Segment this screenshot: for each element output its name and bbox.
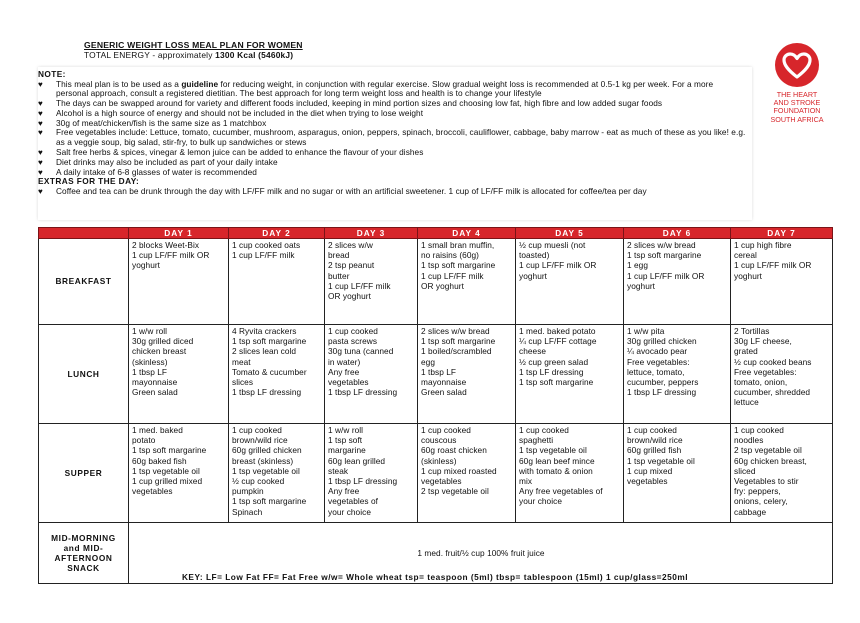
meal-item: 1 tsp LF dressing — [519, 366, 584, 377]
meal-item: vegetables of — [328, 496, 379, 507]
heart-bullet-icon: ♥ — [38, 79, 43, 89]
meal-item: 1 cup mixed roasted — [421, 465, 497, 476]
meal-item: mayonnaise — [132, 377, 178, 388]
meal-item: mix — [519, 476, 533, 487]
heart-bullet-icon: ♥ — [38, 108, 43, 118]
meal-item: yoghurt — [519, 270, 548, 281]
meal-item: cucumber, peppers — [627, 377, 699, 388]
meal-item: 1 cup LF/FF milk OR — [734, 260, 812, 271]
meal-item: 1 cup LF/FF milk OR — [627, 270, 705, 281]
meal-item: 1 w/w roll — [328, 425, 364, 435]
meal-item: tomato, onion, — [734, 377, 788, 388]
meal-item: yoghurt — [627, 280, 656, 291]
meal-item: 1 tbsp LF dressing — [328, 387, 398, 398]
meal-item: Any free — [328, 366, 360, 377]
meal-cell — [129, 325, 229, 424]
extras-list — [38, 187, 746, 197]
meal-item: 1 cup cooked — [232, 425, 282, 435]
meal-item: Any free — [328, 486, 360, 497]
meal-item: cheese — [519, 346, 547, 357]
meal-item: toasted) — [519, 250, 550, 261]
row-label: MID-MORNING and MID- AFTERNOON SNACK — [39, 523, 129, 584]
meal-item: Any free vegetables of — [519, 486, 603, 497]
meal-item: 2 tsp peanut — [328, 260, 375, 271]
meal-item: sliced — [734, 465, 756, 476]
meal-item: 2 tsp vegetable oil — [421, 486, 489, 497]
meal-cell — [129, 239, 229, 325]
meal-item: 30g grilled diced — [132, 336, 194, 347]
meal-item: onions, celery, — [734, 496, 788, 507]
meal-item: ¼ cup LF/FF cottage — [519, 336, 597, 347]
meal-item: bread — [328, 250, 350, 261]
meal-item: ½ cup cooked beans — [734, 356, 812, 367]
title-block — [84, 40, 303, 61]
heart-bullet-icon: ♥ — [38, 128, 43, 138]
meal-item: vegetables — [627, 476, 668, 487]
meal-item: ½ cup green salad — [519, 356, 589, 367]
meal-item: 1 tbsp LF — [132, 366, 168, 377]
meal-item: cabbage — [734, 506, 767, 517]
meal-cell — [229, 325, 325, 424]
heart-bullet-icon: ♥ — [38, 157, 43, 167]
meal-item: 1 tsp vegetable oil — [627, 455, 695, 466]
note-item: ♥ A daily intake of 6-8 glasses of water is recommended — [38, 166, 257, 177]
meal-item: 1 cup mixed — [627, 465, 673, 476]
meal-item: no raisins (60g) — [421, 250, 479, 261]
extra-item: ♥ Coffee and tea can be drunk through the day with LF/FF milk and no sugar or with an artificial sweetener. 1 cup of LF/FF milk is allocated for coffee/tea per day — [38, 185, 647, 196]
meal-item: 1 cup cooked — [328, 326, 378, 336]
meal-item: mayonnaise — [421, 377, 467, 388]
page-title: GENERIC WEIGHT LOSS MEAL PLAN FOR WOMEN — [84, 40, 303, 50]
meal-cell — [418, 424, 516, 523]
meal-item: meat — [232, 356, 251, 367]
note-item: ♥ Salt free herbs & spices, vinegar & lemon juice can be added to enhance the flavour of your dishes — [38, 147, 424, 158]
meal-item: with tomato & onion — [519, 465, 593, 476]
meal-item: grated — [734, 346, 758, 357]
meal-item: 60g lean beef mince — [519, 455, 595, 466]
meal-cell — [731, 424, 833, 523]
meal-item: 1 tbsp LF dressing — [328, 476, 398, 487]
meal-item: Free vegetables: — [734, 366, 797, 377]
meal-item: 2 slices w/w bread — [421, 326, 490, 336]
heart-bullet-icon: ♥ — [38, 99, 43, 109]
heart-bullet-icon: ♥ — [38, 118, 43, 128]
meal-item: 1 tbsp LF dressing — [627, 387, 697, 398]
meal-cell — [731, 239, 833, 325]
meal-plan-table — [38, 227, 833, 584]
corner-cell — [39, 228, 129, 239]
meal-item: steak — [328, 465, 349, 476]
meal-item: 1 cup high fibre — [734, 240, 792, 250]
meal-item: (skinless) — [421, 455, 457, 466]
meal-item: butter — [328, 270, 350, 281]
energy-prefix: TOTAL ENERGY - approximately — [84, 50, 216, 60]
heart-bullet-icon: ♥ — [38, 148, 43, 158]
meal-item: 1 tsp soft margarine — [232, 496, 307, 507]
meal-item: 1 tsp vegetable oil — [132, 465, 200, 476]
meal-item: 1 cup cooked — [627, 425, 677, 435]
extras-heading: EXTRAS FOR THE DAY: — [38, 176, 140, 187]
logo-line-2: AND STROKE — [773, 98, 821, 108]
meal-item: lettuce, tomato, — [627, 366, 685, 377]
meal-item: your choice — [328, 506, 371, 517]
meal-item: ½ cup muesli (not — [519, 240, 586, 250]
notes-box — [38, 67, 752, 220]
day-header: DAY 6 — [624, 228, 731, 239]
meal-row — [39, 325, 833, 424]
note-item: ♥ This meal plan is to be used as a guideline for reducing weight, in conjunction with regular exercise. Slow gradual weight loss is recommended at 0.5-1 kg per week. For a more personal approach, consult a registered dietitian. The best approach for long term weight loss and health is to change your lifestyle — [38, 78, 714, 99]
meal-item: Vegetables to stir — [734, 476, 799, 487]
meal-item: 60g baked fish — [132, 455, 187, 466]
row-label: LUNCH — [39, 325, 129, 424]
meal-item: 30g grilled chicken — [627, 336, 697, 347]
meal-item: spaghetti — [519, 435, 554, 446]
meal-item: 1 cup LF/FF milk — [421, 270, 484, 281]
day-header: DAY 3 — [325, 228, 418, 239]
snack-cell: 1 med. fruit/½ cup 100% fruit juice — [129, 523, 833, 584]
meal-item: 1 cup LF/FF milk — [232, 250, 295, 261]
note-item: ♥ 30g of meat/chicken/fish is the same size as 1 matchbox — [38, 117, 267, 128]
meal-item: 1 tsp soft margarine — [232, 336, 307, 347]
notes-list — [38, 80, 746, 178]
row-label: BREAKFAST — [39, 239, 129, 325]
meal-item: 30g LF cheese, — [734, 336, 792, 347]
day-header: DAY 4 — [418, 228, 516, 239]
row-label: SUPPER — [39, 424, 129, 523]
meal-item: 1 cup cooked — [421, 425, 471, 435]
day-header-row — [39, 228, 833, 239]
meal-item: 1 w/w pita — [627, 326, 665, 336]
meal-cell — [624, 239, 731, 325]
meal-item: Tomato & cucumber — [232, 366, 307, 377]
key-legend: KEY: LF= Low Fat FF= Fat Free w/w= Whole wheat tsp= teaspoon (5ml) tbsp= tablespoon (15ml) 1 cup/glass=250ml — [181, 572, 689, 582]
meal-item: 2 slices lean cold — [232, 346, 297, 357]
meal-item: 2 blocks Weet-Bix — [132, 240, 200, 250]
meal-cell — [624, 424, 731, 523]
meal-item: 60g grilled chicken — [232, 445, 302, 456]
meal-item: pasta screws — [328, 336, 378, 347]
meal-item: 1 tbsp LF — [421, 366, 457, 377]
meal-item: pumpkin — [232, 486, 264, 497]
meal-item: 1 w/w roll — [132, 326, 168, 336]
meal-item: 30g tuna (canned — [328, 346, 394, 357]
meal-item: 1 med. baked potato — [519, 326, 596, 336]
meal-cell — [325, 325, 418, 424]
meal-cell — [325, 239, 418, 325]
day-header: DAY 2 — [229, 228, 325, 239]
meal-item: OR yoghurt — [328, 291, 371, 302]
note-item: ♥ Diet drinks may also be included as part of your daily intake — [38, 156, 278, 167]
meal-item: 2 tsp vegetable oil — [734, 445, 802, 456]
meal-cell — [418, 325, 516, 424]
logo-line-4: SOUTH AFRICA — [770, 114, 824, 124]
meal-item: couscous — [421, 435, 457, 446]
meal-item: 2 slices w/w — [328, 240, 373, 250]
meal-cell — [516, 325, 624, 424]
meal-item: slices — [232, 377, 254, 388]
meal-item: Green salad — [132, 387, 178, 398]
meal-item: 1 tsp soft margarine — [421, 336, 496, 347]
meal-item: 1 tsp soft margarine — [421, 260, 496, 271]
meal-item: potato — [132, 435, 156, 446]
meal-item: 1 tsp vegetable oil — [519, 445, 587, 456]
meal-item: 1 cup cooked — [734, 425, 784, 435]
meal-item: 1 tbsp LF dressing — [232, 387, 302, 398]
energy-value: 1300 Kcal (5460kJ) — [215, 50, 294, 60]
meal-item: 1 tsp soft margarine — [132, 445, 207, 456]
meal-item: cereal — [734, 250, 757, 261]
meal-cell — [624, 325, 731, 424]
meal-cell — [229, 424, 325, 523]
energy-line — [84, 50, 303, 61]
meal-cell — [229, 239, 325, 325]
meal-item: 1 tsp soft margarine — [519, 377, 594, 388]
meal-item: 1 tsp vegetable oil — [232, 465, 300, 476]
meal-item: your choice — [519, 496, 562, 507]
meal-item: 1 cup grilled mixed — [132, 476, 203, 487]
meal-item: ½ cup cooked — [232, 476, 285, 487]
meal-cell — [418, 239, 516, 325]
meal-item: 60g grilled fish — [627, 445, 682, 456]
logo-text — [762, 91, 832, 124]
meal-cell — [325, 424, 418, 523]
meal-item: cucumber, shredded — [734, 387, 811, 398]
meal-item: egg — [421, 356, 435, 367]
meal-item: 1 cup LF/FF milk — [328, 280, 391, 291]
meal-item: margarine — [328, 445, 366, 456]
note-item: ♥ The days can be swapped around for variety and different foods included, keeping in mind portion sizes and choosing low fat, high fibre and low added sugar foods — [38, 98, 663, 109]
meal-item: 1 tsp soft margarine — [627, 250, 702, 261]
foundation-logo — [762, 43, 832, 124]
meal-item: yoghurt — [132, 260, 161, 271]
note-item: ♥ Free vegetables include: Lettuce, tomato, cucumber, mushroom, asparagus, onion, peppers, spinach, broccoli, cauliflower, cabbage, baby marrow - eat as much of these as you like! e.g. as a veggie soup, big salad, stir-fry, to bulk up sandwiches or stews — [38, 127, 746, 148]
meal-item: 1 cup LF/FF milk OR — [132, 250, 210, 261]
logo-line-3: FOUNDATION — [773, 106, 821, 116]
meal-item: 1 egg — [627, 260, 649, 271]
meal-item: lettuce — [734, 397, 759, 408]
meal-item: yoghurt — [734, 270, 763, 281]
logo-line-1: THE HEART — [776, 90, 818, 99]
note-item: ♥ Alcohol is a high source of energy and should not be included in the diet when trying to lose weight — [38, 107, 424, 118]
meal-item: brown/wild rice — [232, 435, 288, 446]
meal-item: brown/wild rice — [627, 435, 683, 446]
meal-item: 2 slices w/w bread — [627, 240, 696, 250]
meal-item: breast (skinless) — [232, 455, 294, 466]
meal-item: vegetables — [132, 486, 173, 497]
meal-cell — [516, 424, 624, 523]
meal-item: fry: peppers, — [734, 486, 781, 497]
meal-item: 60g lean grilled — [328, 455, 386, 466]
meal-item: 60g chicken breast, — [734, 455, 807, 466]
day-header: DAY 7 — [731, 228, 833, 239]
meal-cell — [731, 325, 833, 424]
meal-item: 1 tsp soft — [328, 435, 363, 446]
heart-bullet-icon: ♥ — [38, 186, 43, 196]
heart-bullet-icon: ♥ — [38, 167, 43, 177]
meal-cell — [516, 239, 624, 325]
meal-item: 1 small bran muffin, — [421, 240, 495, 250]
meal-item: 1 cup LF/FF milk OR — [519, 260, 597, 271]
meal-item: noodles — [734, 435, 764, 446]
meal-item: 2 Tortillas — [734, 326, 770, 336]
meal-item: 60g roast chicken — [421, 445, 487, 456]
meal-item: 1 cup cooked oats — [232, 240, 301, 250]
meal-item: vegetables — [421, 476, 462, 487]
meal-row — [39, 239, 833, 325]
meal-item: ¼ avocado pear — [627, 346, 688, 357]
meal-item: 1 med. baked — [132, 425, 183, 435]
meal-item: chicken breast — [132, 346, 187, 357]
heart-logo-icon — [775, 43, 819, 87]
meal-item: 4 Ryvita crackers — [232, 326, 297, 336]
day-header: DAY 1 — [129, 228, 229, 239]
meal-item: OR yoghurt — [421, 280, 464, 291]
meal-item: Green salad — [421, 387, 467, 398]
meal-item: 1 cup cooked — [519, 425, 569, 435]
meal-item: 1 boiled/scrambled — [421, 346, 492, 357]
day-header: DAY 5 — [516, 228, 624, 239]
meal-row — [39, 424, 833, 523]
meal-item: (skinless) — [132, 356, 168, 367]
meal-cell — [129, 424, 229, 523]
meal-item: Spinach — [232, 506, 263, 517]
meal-item: Free vegetables: — [627, 356, 690, 367]
meal-item: vegetables — [328, 377, 369, 388]
notes-heading: NOTE: — [38, 69, 66, 79]
meal-item: in water) — [328, 356, 361, 367]
